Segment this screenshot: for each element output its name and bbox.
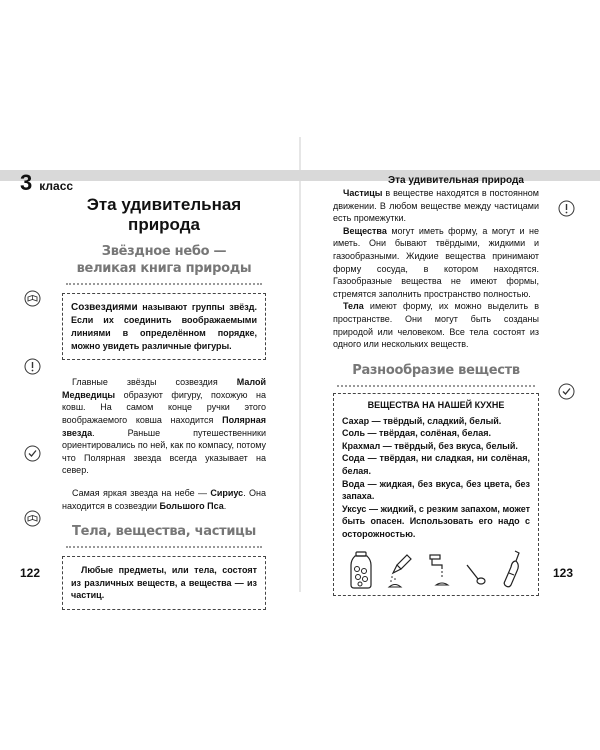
text-run: Самая яркая звезда на небе — [72, 488, 211, 498]
kitchen-list [342, 415, 530, 541]
spoon-icon [463, 551, 487, 589]
definition-box-constellations [62, 293, 266, 360]
running-head: Эта удивительная природа [388, 175, 524, 186]
right-content [319, 181, 545, 572]
kitchen-line: Крахмал — твёрдый, без вкуса, белый. [342, 440, 518, 451]
section-divider [337, 385, 535, 387]
title-line-1: Эта удивительная [86, 195, 242, 214]
salt-shaker-icon [387, 551, 413, 589]
heading-line: Разнообразие веществ [352, 362, 520, 378]
text-run: образуют фигуру, похожую на ковш. На самом конце ручки этого воображаемого ковша находится [62, 389, 266, 426]
definition-text [71, 301, 257, 352]
faucet-icon [426, 551, 450, 589]
kitchen-line: Сода — твёрдая, ни сладкая, ни солёная, белая. [342, 453, 530, 476]
text-run: в веществе находятся в постоянном движении. В любом веществе между частицами есть промежутки. [333, 188, 539, 224]
bold-run: Вещества [343, 225, 387, 236]
definition-term: Созвездиями [71, 301, 138, 313]
section-divider [66, 283, 262, 285]
kitchen-box [333, 393, 539, 596]
section-divider [66, 546, 262, 548]
kitchen-line: Сахар — твёрдый, сладкий, белый. [342, 415, 502, 426]
text-run: . Она находится в созвездии [62, 488, 267, 511]
bold-run: Тела [343, 301, 364, 312]
grade-number: 3 [20, 170, 33, 195]
page-number-left: 122 [20, 566, 41, 580]
grade-text: класс [39, 179, 74, 193]
paragraph-ursa-minor [62, 376, 266, 477]
left-content [48, 181, 274, 601]
kitchen-items-row [342, 547, 530, 589]
kitchen-line: Уксус — жидкий, с резким запахом, может быть опасен. Использовать его надо с осторожностью. [342, 503, 530, 539]
book-icon [24, 290, 41, 307]
text-run: могут иметь форму, а могут и не иметь. Они бывают твёрдыми, жидкими и газообразными. Жидкие вещества принимают форму сосуда, в котором находятся. Газообразные вещества не имеют формы, стремятся заполнить пространство полностью. [333, 225, 539, 299]
exclamation-icon [558, 200, 575, 217]
title-line-2: природа [128, 214, 200, 234]
grade-label [20, 170, 73, 196]
section-heading-stars [62, 244, 266, 278]
definition-body: Любые предметы, или тела, состоят из различных веществ, а вещества — из частиц. [71, 565, 257, 601]
bold-run: Малой Медведицы [62, 377, 266, 400]
candy-jar-icon [348, 551, 374, 589]
heading-line-2: великая книга природы [76, 260, 252, 276]
bold-run: Большого Пса [159, 500, 224, 511]
book-icon [24, 510, 41, 527]
bottle-icon [500, 549, 524, 589]
definition-body: называют группы звёзд. Если их соединить воображаемыми линиями в определённом порядке, можно увидеть различные фигуры. [71, 301, 257, 351]
exclamation-icon [24, 358, 41, 375]
heading-line: Тела, вещества, частицы [72, 524, 256, 540]
section-heading-bodies [62, 524, 266, 541]
section-heading-variety [333, 363, 539, 380]
paragraph-bodies [333, 300, 539, 350]
definition-box-bodies [62, 556, 266, 610]
bold-run: Сириус [210, 488, 244, 498]
bold-run: Частицы [343, 188, 383, 198]
paragraph-particles [333, 187, 539, 225]
checkmark-icon [558, 383, 575, 400]
kitchen-box-title: ВЕЩЕСТВА НА НАШЕЙ КУХНЕ [367, 399, 505, 410]
page-number-right: 123 [553, 566, 574, 580]
paragraph-substances [333, 225, 539, 301]
kitchen-line: Вода — жидкая, без вкуса, без цвета, без запаха. [342, 478, 530, 502]
book-spine [299, 137, 301, 592]
text-run: Главные звёзды созвездия [72, 377, 237, 388]
text-run: имеют форму, их можно выделить в пространстве. Они могут быть созданы природой или человеком. Все тела состоят из одного или нескольких веществ. [333, 301, 539, 350]
heading-line-1: Звёздное небо — [101, 244, 227, 260]
text-run: . [223, 500, 227, 511]
page-title [62, 195, 266, 234]
checkmark-icon [24, 445, 41, 462]
paragraph-sirius [62, 487, 266, 512]
text-run: . Раньше путешественники ориентировались по ней, как по компасу, потому что Полярная звезда всегда указывает на север. [62, 427, 266, 476]
kitchen-line: Соль — твёрдая, солёная, белая. [342, 428, 491, 439]
bold-run: Полярная звезда [62, 415, 266, 438]
